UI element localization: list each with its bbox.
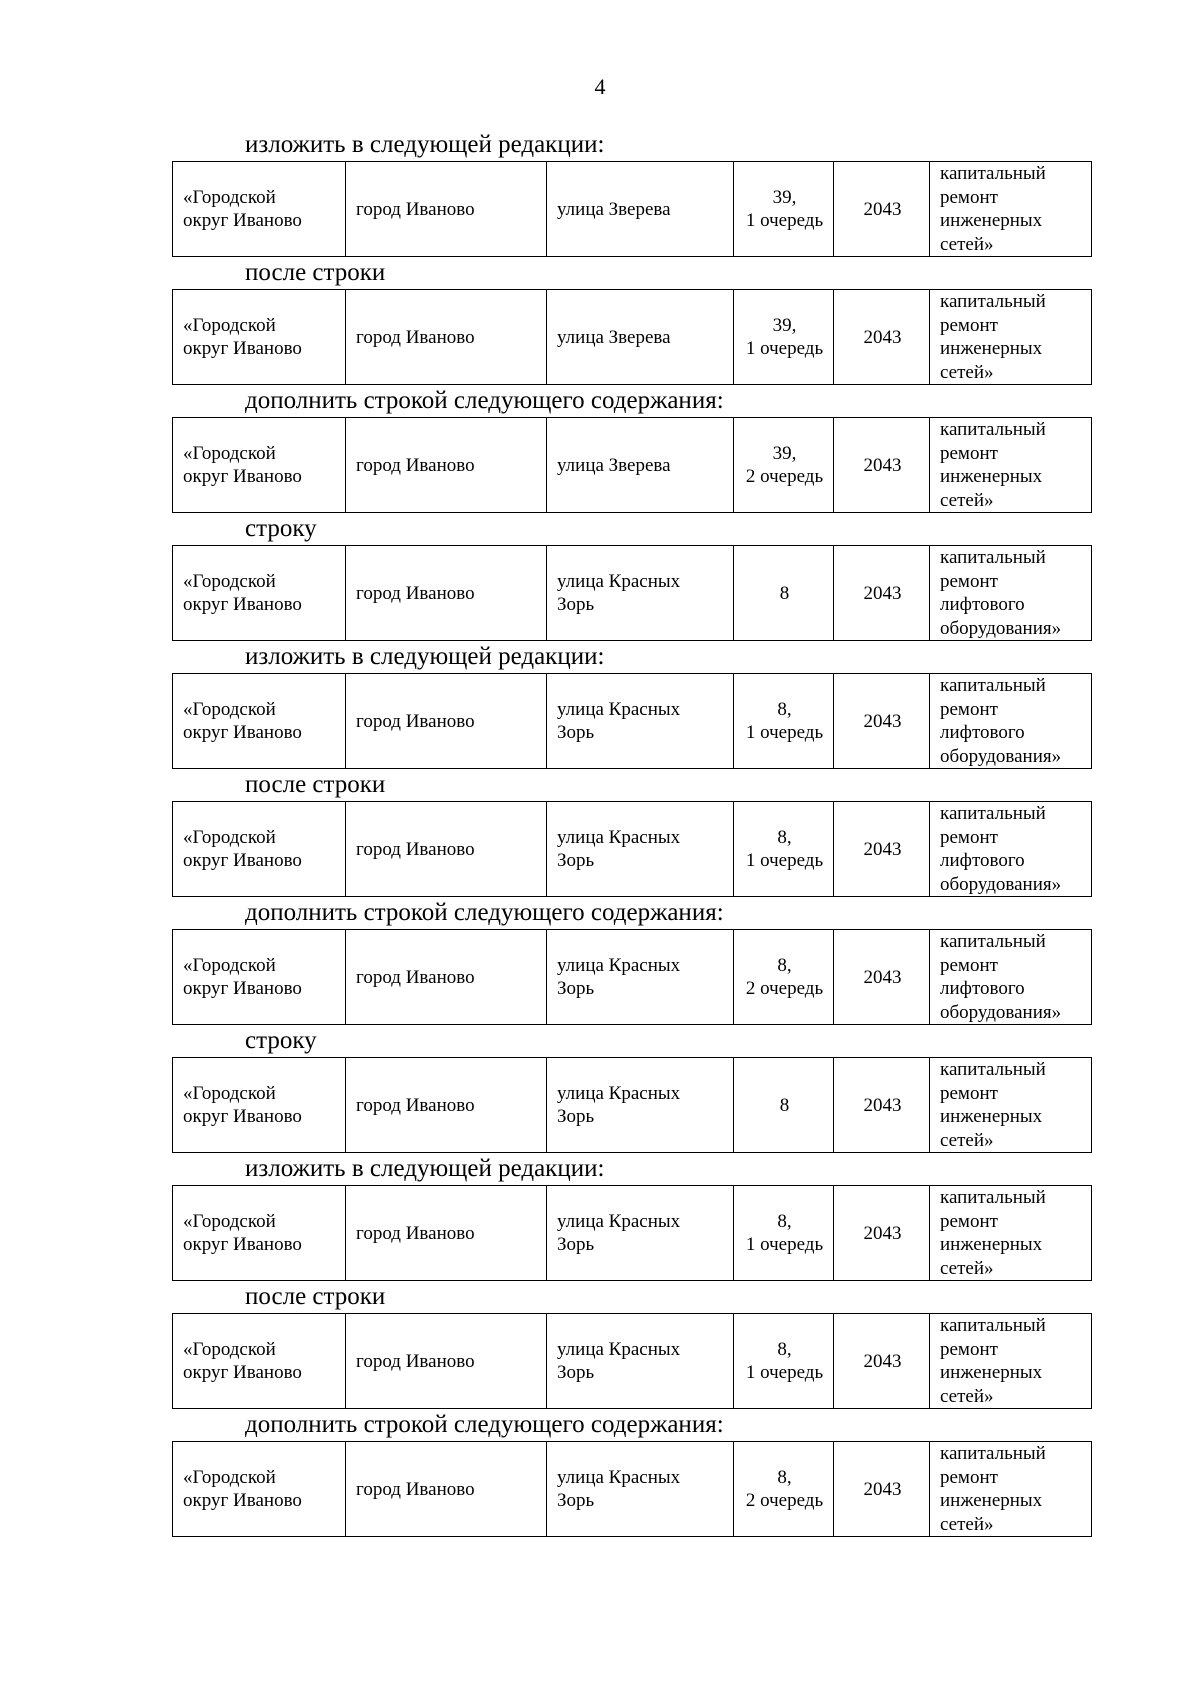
municipality-cell: [173, 290, 346, 385]
cell-line: 1 очередь: [745, 722, 824, 743]
amendment-block: [172, 1024, 1091, 1152]
settlement-cell: [346, 1058, 547, 1153]
table-row: [173, 1058, 1092, 1153]
cell-line: капитальный: [940, 419, 1046, 440]
street-cell: [547, 930, 734, 1025]
municipality-cell: [173, 802, 346, 897]
cell-line: 1 очередь: [745, 850, 824, 871]
settlement-text: город Иваново: [356, 966, 475, 988]
cell-line: ремонт: [940, 570, 998, 592]
work-type-cell: [930, 546, 1092, 641]
cell-line: улица Красных: [557, 1339, 681, 1360]
cell-line: Зорь: [557, 594, 595, 615]
cell-line: капитальный: [940, 291, 1046, 312]
cell-line: 1 очередь: [745, 210, 824, 231]
cell-line: округ Иваново: [183, 594, 302, 615]
cell-line: Зорь: [557, 850, 595, 871]
work-type-cell: [930, 162, 1092, 257]
cell-line: 39,: [772, 443, 797, 464]
amendment-instruction: строку: [245, 515, 317, 542]
year-cell: [834, 930, 930, 1025]
work-type-cell: [930, 930, 1092, 1025]
work-type-cell: [930, 1442, 1092, 1537]
cell-line: инженерных: [940, 1106, 1043, 1127]
year-text: 2043: [863, 710, 902, 732]
cell-line: улица Красных: [557, 571, 681, 592]
settlement-text: город Иваново: [356, 198, 475, 220]
cell-line: инженерных: [940, 210, 1043, 231]
cell-line: капитальный: [940, 1443, 1046, 1464]
cell-line: 8: [779, 1094, 790, 1116]
cell-line: инженерных: [940, 1490, 1043, 1511]
settlement-text: город Иваново: [356, 1350, 475, 1372]
year-text: 2043: [863, 1350, 902, 1372]
cell-line: округ Иваново: [183, 1490, 302, 1511]
house-number-cell: [734, 1186, 834, 1281]
cell-line: капитальный: [940, 163, 1046, 184]
address-table: [172, 1313, 1092, 1409]
settlement-text: город Иваново: [356, 1222, 475, 1244]
municipality-cell: [173, 418, 346, 513]
cell-line: инженерных: [940, 466, 1043, 487]
cell-line: 8,: [777, 699, 792, 720]
cell-line: сетей»: [940, 489, 994, 511]
table-row: [173, 802, 1092, 897]
house-number-cell: [734, 1442, 834, 1537]
work-type-cell: [930, 418, 1092, 513]
cell-line: Зорь: [557, 978, 595, 999]
cell-line: 8,: [777, 827, 792, 848]
house-number-cell: [734, 802, 834, 897]
year-text: 2043: [863, 326, 902, 348]
amendment-block: [172, 1408, 1091, 1536]
cell-line: «Городской: [183, 955, 276, 976]
year-cell: [834, 546, 930, 641]
cell-line: капитальный: [940, 931, 1046, 952]
settlement-text: город Иваново: [356, 1094, 475, 1116]
cell-line: 8,: [777, 1339, 792, 1360]
cell-line: Зорь: [557, 1362, 595, 1383]
cell-line: ремонт: [940, 1082, 998, 1104]
cell-line: оборудования»: [940, 617, 1062, 639]
amendment-block: [172, 1152, 1091, 1280]
cell-line: 1 очередь: [745, 1234, 824, 1255]
settlement-cell: [346, 290, 547, 385]
cell-line: улица Красных: [557, 1083, 681, 1104]
cell-line: сетей»: [940, 1257, 994, 1279]
cell-line: ремонт: [940, 826, 998, 848]
cell-line: 8,: [777, 1211, 792, 1232]
cell-line: капитальный: [940, 547, 1046, 568]
amendment-block: [172, 384, 1091, 512]
settlement-cell: [346, 1314, 547, 1409]
cell-line: улица Красных: [557, 827, 681, 848]
address-table: [172, 801, 1092, 897]
cell-line: «Городской: [183, 1339, 276, 1360]
year-cell: [834, 1186, 930, 1281]
cell-line: ремонт: [940, 442, 998, 464]
year-cell: [834, 418, 930, 513]
table-row: [173, 674, 1092, 769]
amendment-block: [172, 128, 1091, 256]
cell-line: улица Красных: [557, 955, 681, 976]
amendment-block: [172, 640, 1091, 768]
cell-line: округ Иваново: [183, 1234, 302, 1255]
settlement-text: город Иваново: [356, 1478, 475, 1500]
table-row: [173, 162, 1092, 257]
cell-line: «Городской: [183, 827, 276, 848]
cell-line: «Городской: [183, 1211, 276, 1232]
street-cell: [547, 802, 734, 897]
cell-line: оборудования»: [940, 745, 1062, 767]
address-table: [172, 161, 1092, 257]
cell-line: сетей»: [940, 1385, 994, 1407]
cell-line: 2 очередь: [745, 1490, 824, 1511]
amendment-instruction: после строки: [245, 1283, 386, 1310]
table-row: [173, 1314, 1092, 1409]
cell-line: капитальный: [940, 803, 1046, 824]
cell-line: округ Иваново: [183, 978, 302, 999]
cell-line: «Городской: [183, 443, 276, 464]
address-table: [172, 1185, 1092, 1281]
house-number-cell: [734, 1058, 834, 1153]
house-number-cell: [734, 674, 834, 769]
amendment-block: [172, 256, 1091, 384]
cell-line: «Городской: [183, 315, 276, 336]
municipality-cell: [173, 1058, 346, 1153]
municipality-cell: [173, 1314, 346, 1409]
address-table: [172, 929, 1092, 1025]
year-cell: [834, 1442, 930, 1537]
cell-line: округ Иваново: [183, 1362, 302, 1383]
amendment-instruction: дополнить строкой следующего содержания:: [245, 899, 724, 926]
document-body: [172, 128, 1091, 1536]
cell-line: ремонт: [940, 1338, 998, 1360]
cell-line: «Городской: [183, 699, 276, 720]
settlement-text: город Иваново: [356, 454, 475, 476]
cell-line: сетей»: [940, 1513, 994, 1535]
cell-line: оборудования»: [940, 873, 1062, 895]
house-number-cell: [734, 930, 834, 1025]
street-cell: [547, 290, 734, 385]
street-cell: [547, 1058, 734, 1153]
settlement-text: город Иваново: [356, 582, 475, 604]
cell-line: 8,: [777, 955, 792, 976]
cell-line: «Городской: [183, 187, 276, 208]
year-cell: [834, 1058, 930, 1153]
cell-line: округ Иваново: [183, 210, 302, 231]
cell-line: округ Иваново: [183, 850, 302, 871]
cell-line: улица Зверева: [557, 454, 671, 476]
house-number-cell: [734, 418, 834, 513]
cell-line: сетей»: [940, 361, 994, 383]
address-table: [172, 545, 1092, 641]
cell-line: ремонт: [940, 698, 998, 720]
cell-line: улица Красных: [557, 1211, 681, 1232]
cell-line: инженерных: [940, 1234, 1043, 1255]
cell-line: капитальный: [940, 1059, 1046, 1080]
page-number: 4: [594, 74, 606, 99]
cell-line: «Городской: [183, 1083, 276, 1104]
cell-line: 8,: [777, 1467, 792, 1488]
address-table: [172, 673, 1092, 769]
settlement-cell: [346, 1442, 547, 1537]
street-cell: [547, 418, 734, 513]
municipality-cell: [173, 162, 346, 257]
cell-line: 2 очередь: [745, 978, 824, 999]
cell-line: Зорь: [557, 722, 595, 743]
table-row: [173, 546, 1092, 641]
year-cell: [834, 674, 930, 769]
work-type-cell: [930, 802, 1092, 897]
address-table: [172, 417, 1092, 513]
cell-line: 39,: [772, 315, 797, 336]
cell-line: Зорь: [557, 1234, 595, 1255]
settlement-text: город Иваново: [356, 838, 475, 860]
cell-line: ремонт: [940, 954, 998, 976]
year-cell: [834, 290, 930, 385]
street-cell: [547, 1186, 734, 1281]
street-cell: [547, 546, 734, 641]
house-number-cell: [734, 162, 834, 257]
amendment-block: [172, 512, 1091, 640]
amendment-instruction: дополнить строкой следующего содержания:: [245, 1411, 724, 1438]
house-number-cell: [734, 546, 834, 641]
cell-line: округ Иваново: [183, 1106, 302, 1127]
cell-line: Зорь: [557, 1490, 595, 1511]
house-number-cell: [734, 1314, 834, 1409]
year-text: 2043: [863, 198, 902, 220]
settlement-cell: [346, 930, 547, 1025]
municipality-cell: [173, 1186, 346, 1281]
table-row: [173, 290, 1092, 385]
cell-line: лифтового: [940, 722, 1025, 743]
settlement-cell: [346, 162, 547, 257]
amendment-instruction: после строки: [245, 771, 386, 798]
cell-line: улица Зверева: [557, 326, 671, 348]
year-text: 2043: [863, 966, 902, 988]
cell-line: оборудования»: [940, 1001, 1062, 1023]
cell-line: Зорь: [557, 1106, 595, 1127]
amendment-instruction: строку: [245, 1027, 317, 1054]
cell-line: 8: [779, 582, 790, 604]
settlement-cell: [346, 1186, 547, 1281]
year-text: 2043: [863, 582, 902, 604]
house-number-cell: [734, 290, 834, 385]
year-cell: [834, 1314, 930, 1409]
amendment-block: [172, 1280, 1091, 1408]
cell-line: сетей»: [940, 1129, 994, 1151]
cell-line: улица Красных: [557, 699, 681, 720]
work-type-cell: [930, 1314, 1092, 1409]
settlement-cell: [346, 546, 547, 641]
year-text: 2043: [863, 1478, 902, 1500]
cell-line: лифтового: [940, 850, 1025, 871]
table-row: [173, 418, 1092, 513]
amendment-instruction: изложить в следующей редакции:: [245, 643, 605, 670]
address-table: [172, 1441, 1092, 1537]
street-cell: [547, 1442, 734, 1537]
amendment-instruction: дополнить строкой следующего содержания:: [245, 387, 724, 414]
cell-line: улица Зверева: [557, 198, 671, 220]
work-type-cell: [930, 1058, 1092, 1153]
cell-line: «Городской: [183, 571, 276, 592]
cell-line: «Городской: [183, 1467, 276, 1488]
cell-line: ремонт: [940, 186, 998, 208]
cell-line: ремонт: [940, 1210, 998, 1232]
cell-line: ремонт: [940, 314, 998, 336]
cell-line: капитальный: [940, 1315, 1046, 1336]
year-text: 2043: [863, 1094, 902, 1116]
amendment-block: [172, 768, 1091, 896]
settlement-cell: [346, 802, 547, 897]
amendment-instruction: изложить в следующей редакции:: [245, 131, 605, 158]
municipality-cell: [173, 546, 346, 641]
year-cell: [834, 162, 930, 257]
cell-line: лифтового: [940, 978, 1025, 999]
address-table: [172, 289, 1092, 385]
cell-line: лифтового: [940, 594, 1025, 615]
settlement-text: город Иваново: [356, 710, 475, 732]
cell-line: улица Красных: [557, 1467, 681, 1488]
table-row: [173, 930, 1092, 1025]
street-cell: [547, 162, 734, 257]
table-row: [173, 1442, 1092, 1537]
settlement-cell: [346, 674, 547, 769]
settlement-cell: [346, 418, 547, 513]
cell-line: округ Иваново: [183, 466, 302, 487]
work-type-cell: [930, 674, 1092, 769]
cell-line: 2 очередь: [745, 466, 824, 487]
municipality-cell: [173, 1442, 346, 1537]
street-cell: [547, 674, 734, 769]
cell-line: инженерных: [940, 1362, 1043, 1383]
cell-line: ремонт: [940, 1466, 998, 1488]
year-text: 2043: [863, 1222, 902, 1244]
cell-line: округ Иваново: [183, 338, 302, 359]
cell-line: капитальный: [940, 675, 1046, 696]
cell-line: инженерных: [940, 338, 1043, 359]
address-table: [172, 1057, 1092, 1153]
settlement-text: город Иваново: [356, 326, 475, 348]
cell-line: капитальный: [940, 1187, 1046, 1208]
municipality-cell: [173, 674, 346, 769]
municipality-cell: [173, 930, 346, 1025]
street-cell: [547, 1314, 734, 1409]
year-text: 2043: [863, 838, 902, 860]
work-type-cell: [930, 290, 1092, 385]
cell-line: сетей»: [940, 233, 994, 255]
amendment-instruction: после строки: [245, 259, 386, 286]
year-cell: [834, 802, 930, 897]
amendment-block: [172, 896, 1091, 1024]
cell-line: округ Иваново: [183, 722, 302, 743]
cell-line: 1 очередь: [745, 338, 824, 359]
amendment-instruction: изложить в следующей редакции:: [245, 1155, 605, 1182]
work-type-cell: [930, 1186, 1092, 1281]
table-row: [173, 1186, 1092, 1281]
cell-line: 39,: [772, 187, 797, 208]
cell-line: 1 очередь: [745, 1362, 824, 1383]
year-text: 2043: [863, 454, 902, 476]
